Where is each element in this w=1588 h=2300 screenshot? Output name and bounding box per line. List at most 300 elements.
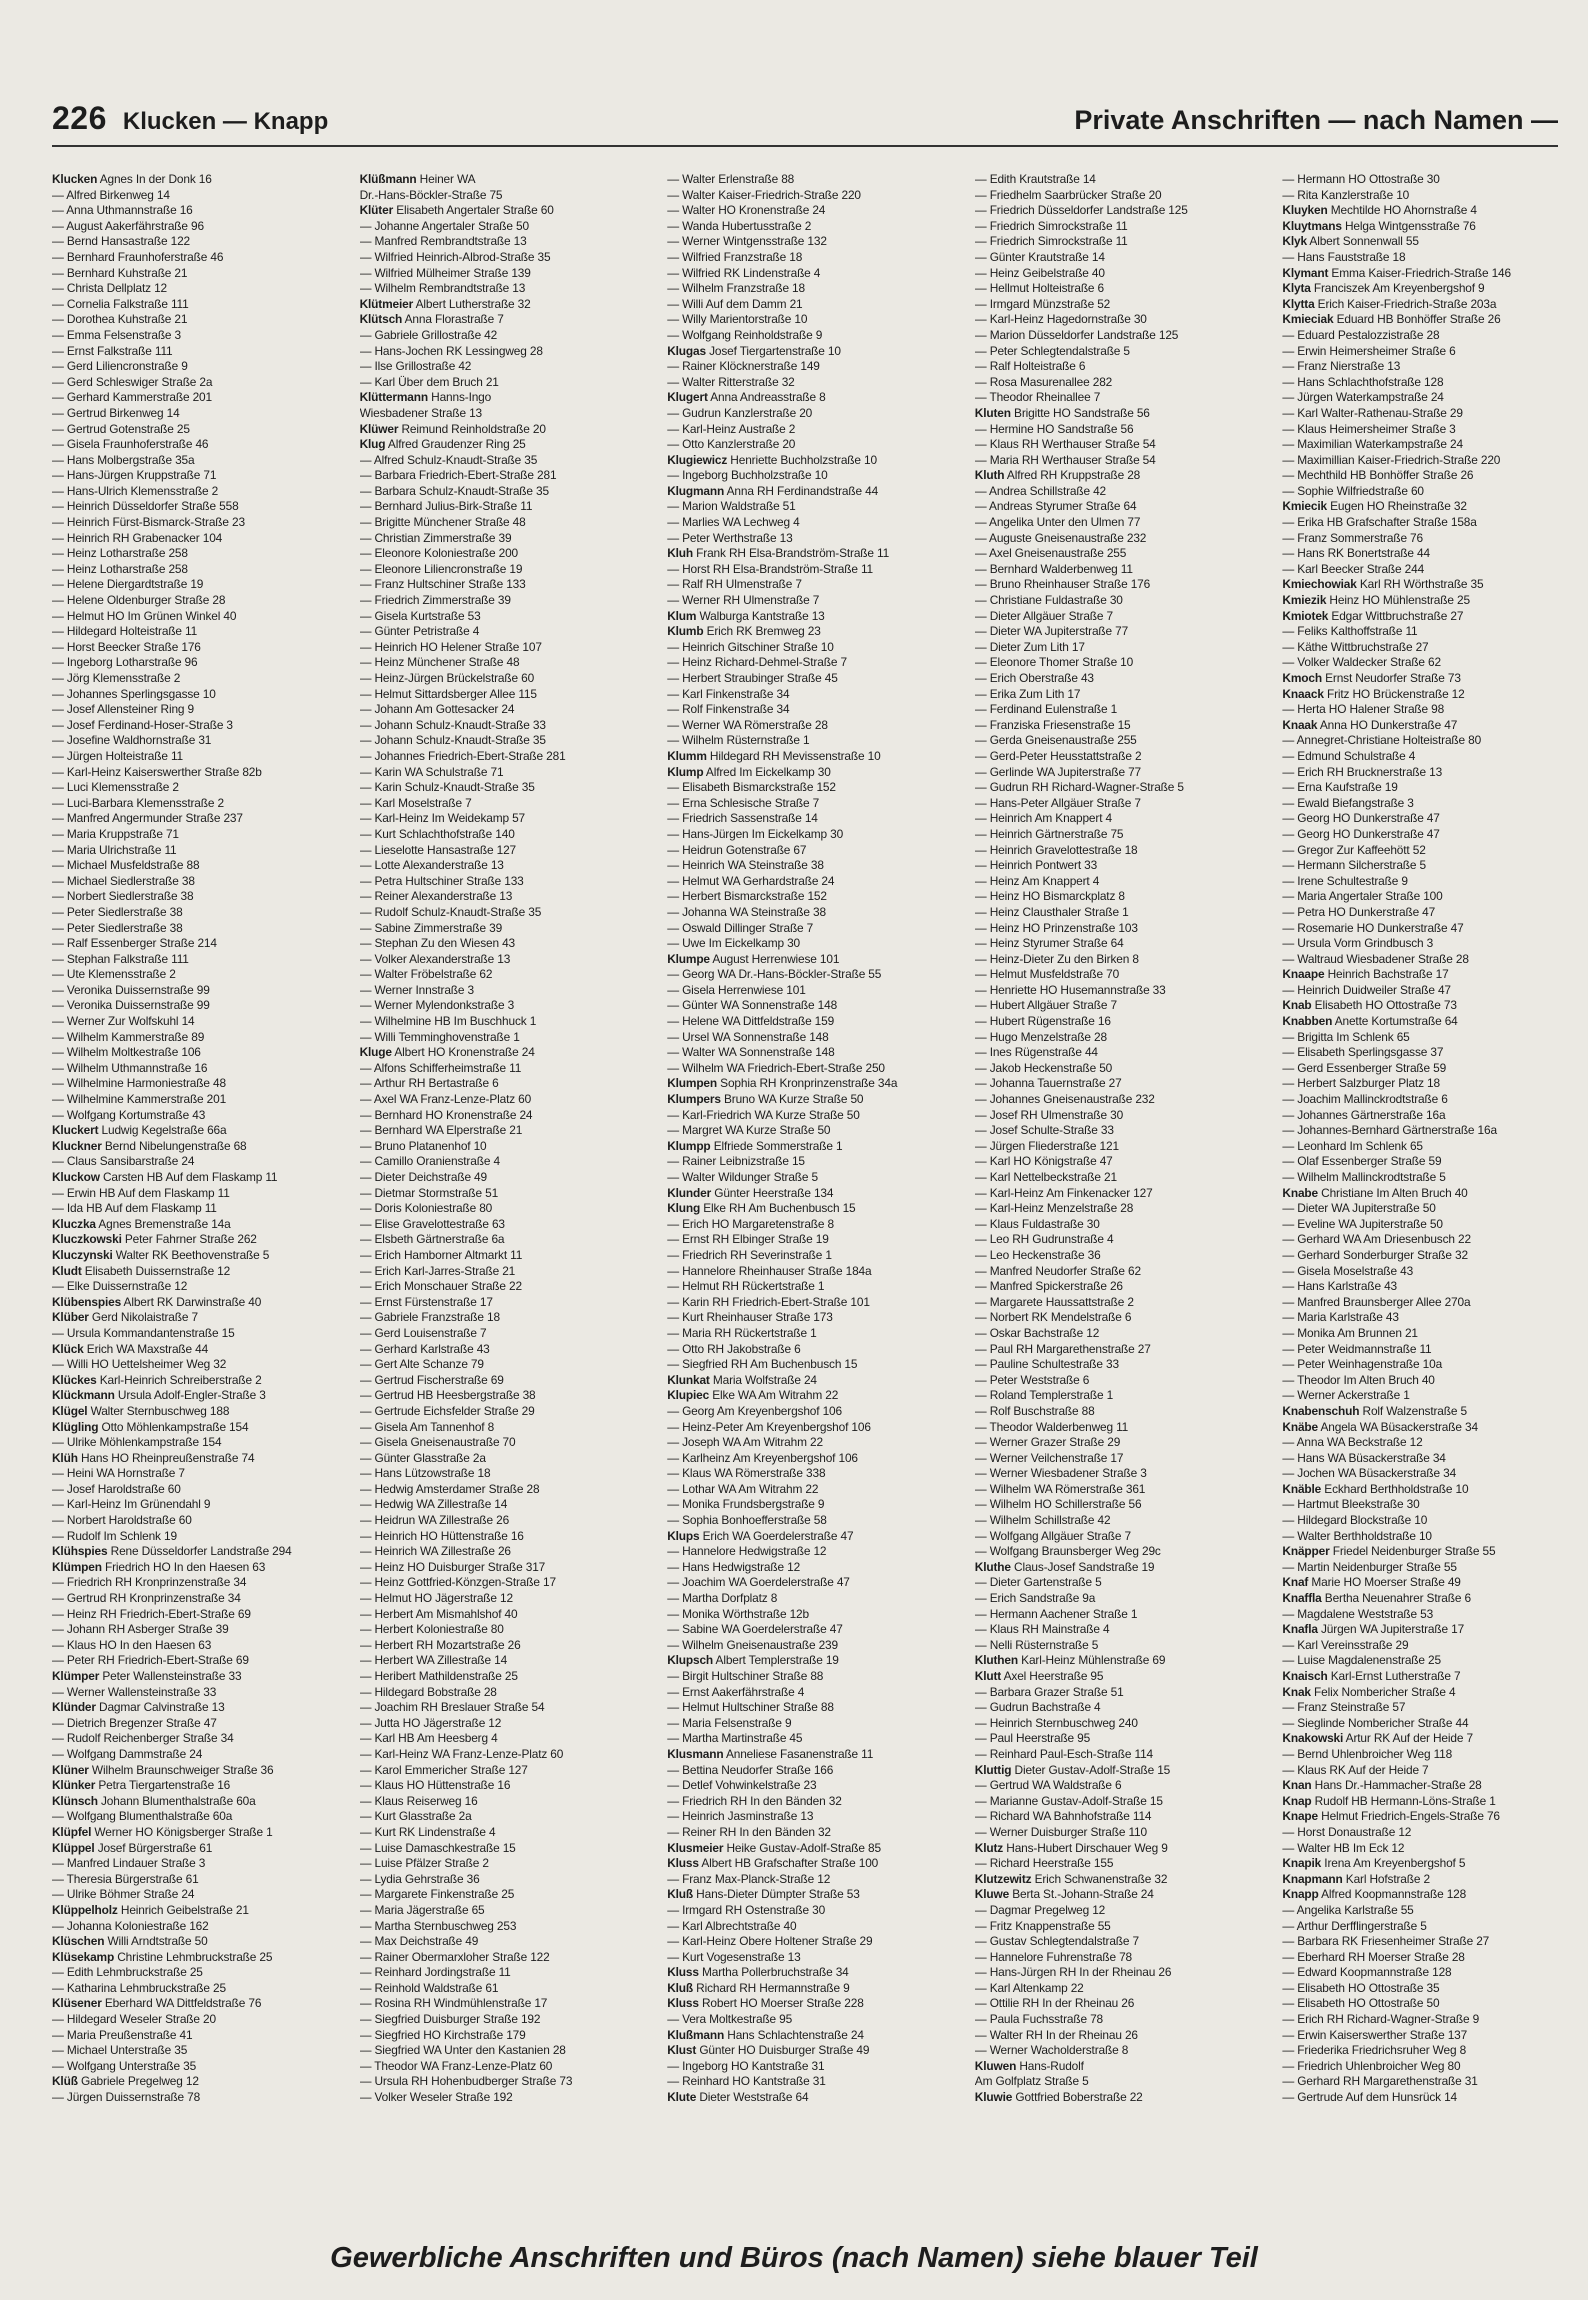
directory-entry bbox=[667, 1108, 953, 1124]
entry-text: — Rainer Klöcknerstraße 149 bbox=[667, 359, 820, 374]
entry-text: — Peter RH Friedrich-Ebert-Straße 69 bbox=[52, 1653, 249, 1668]
surname: Knak bbox=[1282, 1684, 1311, 1699]
entry-text: — Walter HO Kronenstraße 24 bbox=[667, 203, 826, 218]
directory-entry bbox=[1282, 843, 1568, 859]
entry-text: — Georg HO Dunkerstraße 47 bbox=[1282, 811, 1440, 826]
surname: Klusmann bbox=[667, 1746, 724, 1761]
directory-entry bbox=[360, 733, 646, 749]
directory-entry bbox=[360, 2090, 646, 2106]
surname-entry bbox=[1282, 266, 1568, 282]
entry-text: — Bernhard Julius-Birk-Straße 11 bbox=[359, 499, 533, 514]
directory-entry bbox=[360, 1310, 646, 1326]
entry-text: — Werner Zur Wolfskuhl 14 bbox=[52, 1014, 195, 1029]
entry-text: Walter RK Beethovenstraße 5 bbox=[112, 1247, 270, 1262]
directory-entry bbox=[360, 1887, 646, 1903]
surname-entry bbox=[1282, 297, 1568, 313]
surname: Klüttermann bbox=[359, 390, 428, 405]
entry-text: — Siegfried HO Kirchstraße 179 bbox=[359, 2027, 526, 2042]
directory-entry bbox=[52, 1685, 338, 1701]
directory-entry bbox=[360, 1903, 646, 1919]
entry-text: — Kurt Rheinhauser Straße 173 bbox=[667, 1310, 833, 1325]
entry-text: — Friedrich Sassenstraße 14 bbox=[667, 811, 818, 826]
column-2 bbox=[360, 172, 646, 2172]
directory-entry bbox=[360, 1747, 646, 1763]
directory-entry bbox=[1282, 1061, 1568, 1077]
entry-text: — Herbert Am Mismahlshof 40 bbox=[359, 1606, 518, 1621]
entry-text: — Friedrich RH In den Bänden 32 bbox=[667, 1793, 842, 1808]
entry-text: — Ewald Biefangstraße 3 bbox=[1282, 795, 1414, 810]
entry-text: — Wolfgang Unterstraße 35 bbox=[52, 2058, 197, 2073]
surname-entry bbox=[975, 1872, 1261, 1888]
entry-text: Irena Am Kreyenbergshof 5 bbox=[1321, 1856, 1466, 1871]
directory-entry bbox=[1282, 1513, 1568, 1529]
directory-entry bbox=[360, 1482, 646, 1498]
surname: Kluckow bbox=[52, 1170, 100, 1184]
entry-text: — Magdalene Weststraße 53 bbox=[1282, 1606, 1434, 1621]
directory-entry bbox=[360, 1653, 646, 1669]
directory-entry bbox=[360, 1232, 646, 1248]
column-5 bbox=[1282, 172, 1568, 2172]
entry-text: — Willi HO Uettelsheimer Weg 32 bbox=[52, 1357, 227, 1372]
surname-entry bbox=[1282, 1685, 1568, 1701]
entry-text: Carsten HB Auf dem Flaskamp 11 bbox=[99, 1170, 278, 1184]
entry-text: Gottfried Boberstraße 22 bbox=[1012, 2090, 1143, 2105]
entry-text: — Axel Gneisenaustraße 255 bbox=[974, 546, 1127, 561]
directory-entry bbox=[1282, 936, 1568, 952]
entry-text: — Gerd Schleswiger Straße 2a bbox=[52, 374, 213, 389]
directory-entry bbox=[975, 671, 1261, 687]
entry-text: — Hans Karlstraße 43 bbox=[1282, 1279, 1398, 1294]
surname-entry bbox=[667, 546, 953, 562]
directory-entry bbox=[360, 1934, 646, 1950]
entry-text: — Irmgard Münzstraße 52 bbox=[974, 296, 1111, 311]
entry-text: — Paul RH Margarethenstraße 27 bbox=[974, 1341, 1151, 1356]
directory-entry bbox=[1282, 1342, 1568, 1358]
directory-entry bbox=[975, 1794, 1261, 1810]
surname: Klüsener bbox=[52, 1996, 102, 2011]
entry-text: — Heinz Styrumer Straße 64 bbox=[974, 936, 1124, 951]
entry-text: — Erika Zum Lith 17 bbox=[974, 686, 1081, 701]
entry-text: — Martha Sternbuschweg 253 bbox=[359, 1918, 517, 1933]
directory-entry bbox=[52, 577, 338, 593]
surname-entry bbox=[1282, 687, 1568, 703]
directory-entry bbox=[975, 905, 1261, 921]
directory-entry bbox=[360, 250, 646, 266]
entry-text: — Heinrich Pontwert 33 bbox=[974, 858, 1098, 873]
directory-entry bbox=[360, 936, 646, 952]
entry-text: — Rudolf Im Schlenk 19 bbox=[52, 1528, 177, 1543]
entry-text: — Gertrude Eichsfelder Straße 29 bbox=[359, 1403, 535, 1418]
surname: Klüppelholz bbox=[52, 1902, 118, 1917]
directory-entry bbox=[667, 1295, 953, 1311]
entry-text: — Helene Oldenburger Straße 28 bbox=[52, 593, 226, 608]
surname-entry bbox=[52, 1123, 338, 1139]
directory-entry bbox=[52, 484, 338, 500]
entry-text: — Johannes Gneisenaustraße 232 bbox=[974, 1092, 1155, 1107]
surname-entry bbox=[667, 344, 953, 360]
entry-text: — Gisela Kurtstraße 53 bbox=[359, 608, 481, 623]
directory-entry bbox=[1282, 1217, 1568, 1233]
surname-entry bbox=[667, 1981, 953, 1997]
entry-text: — Johanne Angertaler Straße 50 bbox=[359, 218, 529, 233]
surname: Kluczynski bbox=[52, 1247, 113, 1262]
entry-text: — Stephan Zu den Wiesen 43 bbox=[359, 936, 515, 951]
directory-entry bbox=[52, 1279, 338, 1295]
surname-entry bbox=[1282, 1544, 1568, 1560]
directory-entry bbox=[1282, 1747, 1568, 1763]
directory-entry bbox=[975, 453, 1261, 469]
directory-entry bbox=[1282, 1045, 1568, 1061]
surname: Klüßmann bbox=[359, 172, 417, 186]
entry-text: — Jakob Heckenstraße 50 bbox=[974, 1060, 1113, 1075]
entry-text: — Wilhelm Mallinckrodtstraße 5 bbox=[1282, 1170, 1446, 1184]
entry-text: — Karl-Heinz WA Franz-Lenze-Platz 60 bbox=[359, 1746, 564, 1761]
entry-text: — Eleonore Liliencronstraße 19 bbox=[359, 561, 523, 576]
directory-entry bbox=[360, 1186, 646, 1202]
directory-entry bbox=[1282, 2043, 1568, 2059]
directory-entry bbox=[52, 1872, 338, 1888]
directory-entry bbox=[52, 1030, 338, 1046]
directory-entry bbox=[975, 484, 1261, 500]
entry-text: — Petra HO Dunkerstraße 47 bbox=[1282, 904, 1436, 919]
entry-text: Eduard HB Bonhöffer Straße 26 bbox=[1333, 312, 1501, 327]
surname-entry bbox=[360, 437, 646, 453]
entry-text: — Dorothea Kuhstraße 21 bbox=[52, 312, 188, 327]
entry-text: — Veronika Duissernstraße 99 bbox=[52, 998, 210, 1013]
directory-entry bbox=[52, 1108, 338, 1124]
directory-entry bbox=[975, 1248, 1261, 1264]
directory-entry bbox=[1282, 1466, 1568, 1482]
surname-entry bbox=[1282, 1591, 1568, 1607]
entry-text: — Hans Fauststraße 18 bbox=[1282, 249, 1406, 264]
entry-text: — Karl HB Am Heesberg 4 bbox=[359, 1731, 498, 1746]
directory-entry bbox=[975, 1809, 1261, 1825]
surname: Kmiecik bbox=[1282, 499, 1327, 514]
entry-text: — Jürgen Holteistraße 11 bbox=[52, 748, 183, 763]
directory-entry bbox=[1282, 640, 1568, 656]
directory-entry bbox=[360, 780, 646, 796]
surname: Knaape bbox=[1282, 967, 1325, 982]
directory-entry bbox=[360, 1497, 646, 1513]
directory-entry bbox=[1282, 1950, 1568, 1966]
entry-text: Werner HO Königsberger Straße 1 bbox=[91, 1824, 273, 1839]
entry-text: — Gertrud RH Kronprinzenstraße 34 bbox=[52, 1591, 241, 1606]
entry-text: — Manfred Lindauer Straße 3 bbox=[52, 1856, 206, 1871]
entry-text: — Ernst Aakerfährstraße 4 bbox=[667, 1684, 805, 1699]
surname: Kmiezik bbox=[1282, 593, 1327, 608]
directory-entry bbox=[1282, 780, 1568, 796]
directory-entry bbox=[52, 1201, 338, 1217]
directory-entry bbox=[975, 765, 1261, 781]
directory-entry bbox=[975, 1045, 1261, 1061]
entry-text: — Wolfgang Kortumstraße 43 bbox=[52, 1107, 206, 1122]
entry-text: — Hans RK Bonertstraße 44 bbox=[1282, 546, 1430, 561]
entry-text: — Lydia Gehrstraße 36 bbox=[359, 1871, 480, 1886]
directory-entry bbox=[975, 1435, 1261, 1451]
entry-text: Walburga Kantstraße 13 bbox=[696, 608, 825, 623]
directory-entry bbox=[975, 811, 1261, 827]
directory-entry bbox=[1282, 1653, 1568, 1669]
directory-entry bbox=[52, 2090, 338, 2106]
entry-text: Erich WA Maxstraße 44 bbox=[83, 1341, 209, 1356]
directory-entry bbox=[1282, 1264, 1568, 1280]
surname-entry bbox=[667, 1186, 953, 1202]
directory-entry bbox=[1282, 515, 1568, 531]
entry-text: Helga Wintgensstraße 76 bbox=[1341, 218, 1476, 233]
directory-entry bbox=[360, 1638, 646, 1654]
entry-text: — Karl HO Königstraße 47 bbox=[974, 1154, 1113, 1169]
entry-text: — Josefine Waldhornstraße 31 bbox=[52, 733, 212, 748]
entry-text: — Arthur Derfflingerstraße 5 bbox=[1282, 1918, 1427, 1933]
directory-entry bbox=[667, 1466, 953, 1482]
directory-entry bbox=[975, 733, 1261, 749]
directory-entry bbox=[1282, 1248, 1568, 1264]
entry-text: — Karin Schulz-Knaudt-Straße 35 bbox=[359, 780, 535, 795]
entry-text: — Wilhelm Gneisenaustraße 239 bbox=[667, 1637, 838, 1652]
entry-text: — Walter Wildunger Straße 5 bbox=[667, 1170, 818, 1184]
entry-text: — Joachim RH Breslauer Straße 54 bbox=[359, 1700, 545, 1715]
surname-entry bbox=[975, 406, 1261, 422]
entry-text: — Franz Nierstraße 13 bbox=[1282, 359, 1401, 374]
directory-entry bbox=[52, 359, 338, 375]
entry-text: Hildegard RH Mevissenstraße 10 bbox=[706, 748, 881, 763]
entry-text: — Detlef Vohwinkelstraße 23 bbox=[667, 1778, 817, 1793]
surname: Klütmeier bbox=[359, 296, 414, 311]
entry-text: — Werner RH Ulmenstraße 7 bbox=[667, 593, 820, 608]
directory-entry bbox=[360, 1420, 646, 1436]
directory-entry bbox=[975, 1513, 1261, 1529]
entry-text: — Vera Moltkestraße 95 bbox=[667, 2012, 793, 2027]
directory-entry bbox=[667, 1030, 953, 1046]
directory-entry bbox=[360, 843, 646, 859]
surname: Klüner bbox=[52, 1762, 89, 1777]
entry-text: — Herbert WA Zillestraße 14 bbox=[359, 1653, 508, 1668]
surname-entry bbox=[1282, 593, 1568, 609]
entry-text: — Heinz Gottfried-Könzgen-Straße 17 bbox=[359, 1575, 556, 1590]
entry-text: — Maria Felsenstraße 9 bbox=[667, 1715, 792, 1730]
entry-text: — Norbert RK Mendelstraße 6 bbox=[974, 1310, 1132, 1325]
directory-entry bbox=[52, 983, 338, 999]
directory-entry bbox=[667, 1404, 953, 1420]
surname-entry bbox=[667, 453, 953, 469]
entry-text: — Herbert Bismarckstraße 152 bbox=[667, 889, 827, 904]
entry-text: Karl RH Wörthstraße 35 bbox=[1356, 577, 1484, 592]
entry-text: — Barbara Grazer Straße 51 bbox=[974, 1684, 1124, 1699]
directory-entry bbox=[360, 344, 646, 360]
entry-text: — Christian Zimmerstraße 39 bbox=[359, 530, 512, 545]
directory-entry bbox=[360, 749, 646, 765]
surname: Klüsekamp bbox=[52, 1949, 115, 1964]
entry-text: — Walter Kaiser-Friedrich-Straße 220 bbox=[667, 187, 861, 202]
entry-text: — Klaus HO In den Haesen 63 bbox=[52, 1637, 212, 1652]
entry-text: — Karl Moselstraße 7 bbox=[359, 795, 472, 810]
entry-text: — Friedrich Zimmerstraße 39 bbox=[359, 593, 511, 608]
entry-text: — Heinz Clausthaler Straße 1 bbox=[974, 904, 1129, 919]
entry-text: Bertha Neuenahrer Straße 6 bbox=[1321, 1591, 1471, 1606]
entry-text: — Elisabeth Sperlingsgasse 37 bbox=[1282, 1045, 1444, 1060]
directory-entry bbox=[1282, 827, 1568, 843]
entry-text: — Monika Frundsbergstraße 9 bbox=[667, 1497, 825, 1512]
directory-entry bbox=[667, 562, 953, 578]
surname: Klückmann bbox=[52, 1388, 115, 1403]
directory-entry bbox=[975, 1217, 1261, 1233]
surname-entry bbox=[52, 1310, 338, 1326]
entry-text: Karl-Heinrich Schreiberstraße 2 bbox=[96, 1372, 262, 1387]
directory-entry bbox=[667, 1482, 953, 1498]
entry-text: Albert HB Grafschafter Straße 100 bbox=[698, 1856, 879, 1871]
entry-text: Hans HO Rheinpreußenstraße 74 bbox=[77, 1450, 255, 1465]
surname: Klupiec bbox=[667, 1388, 710, 1403]
entry-text: — Günter Krautstraße 14 bbox=[974, 249, 1105, 264]
directory-entry bbox=[52, 624, 338, 640]
entry-text: — Fritz Knappenstraße 55 bbox=[974, 1918, 1111, 1933]
entry-text: Anna Andreasstraße 8 bbox=[707, 390, 826, 405]
directory-entry bbox=[52, 640, 338, 656]
entry-text: — Rosemarie HO Dunkerstraße 47 bbox=[1282, 920, 1464, 935]
entry-text: — Gisela Moselstraße 43 bbox=[1282, 1263, 1414, 1278]
directory-entry bbox=[52, 936, 338, 952]
entry-text: — Erich Monschauer Straße 22 bbox=[359, 1279, 522, 1294]
surname-entry bbox=[52, 1217, 338, 1233]
entry-text: Hanns-Ingo bbox=[427, 390, 492, 405]
entry-text: — Lieselotte Hansastraße 127 bbox=[359, 842, 517, 857]
entry-text: — Karl Albrechtstraße 40 bbox=[667, 1918, 797, 1933]
entry-text: — Leo RH Gudrunstraße 4 bbox=[974, 1232, 1114, 1247]
surname-entry bbox=[667, 1856, 953, 1872]
directory-entry bbox=[360, 1763, 646, 1779]
directory-entry bbox=[360, 687, 646, 703]
surname: Klumpen bbox=[667, 1076, 718, 1091]
entry-text: — Sophia Bonhoefferstraße 58 bbox=[667, 1513, 827, 1528]
entry-text: Ernst Neudorfer Straße 73 bbox=[1321, 671, 1461, 685]
surname: Knap bbox=[1282, 1793, 1312, 1808]
entry-text: — Ottilie RH In der Rheinau 26 bbox=[974, 1996, 1135, 2011]
surname-entry bbox=[1282, 499, 1568, 515]
entry-text: — Karl Finkenstraße 34 bbox=[667, 686, 790, 701]
entry-text: — Josef Ferdinand-Hoser-Straße 3 bbox=[52, 717, 233, 732]
directory-entry bbox=[975, 1404, 1261, 1420]
surname-entry bbox=[52, 1420, 338, 1436]
entry-text: — Werner Ackerstraße 1 bbox=[1282, 1388, 1410, 1403]
entry-text: — Brigitta Im Schlenk 65 bbox=[1282, 1029, 1410, 1044]
entry-text: — Margarete Finkenstraße 25 bbox=[359, 1887, 515, 1902]
entry-text: — Willi Temminghovenstraße 1 bbox=[359, 1029, 520, 1044]
entry-text: — Edith Krautstraße 14 bbox=[974, 172, 1096, 186]
column-3 bbox=[667, 172, 953, 2172]
directory-entry bbox=[975, 1685, 1261, 1701]
entry-text: — Karl-Heinz Im Grünendahl 9 bbox=[52, 1497, 211, 1512]
entry-text: — Heinrich Jasminstraße 13 bbox=[667, 1809, 814, 1824]
directory-entry bbox=[1282, 406, 1568, 422]
entry-text: — Gustav Schlegtendalstraße 7 bbox=[974, 1934, 1139, 1949]
entry-text: — Wilhelm WA Römerstraße 361 bbox=[974, 1481, 1146, 1496]
entry-text: — Joachim Mallinckrodtstraße 6 bbox=[1282, 1092, 1448, 1107]
entry-text: Rudolf HB Hermann-Löns-Straße 1 bbox=[1311, 1793, 1496, 1808]
directory-entry bbox=[360, 1794, 646, 1810]
directory-entry bbox=[1282, 2028, 1568, 2044]
surname: Kluth bbox=[974, 468, 1005, 483]
entry-text: — Hans-Jürgen Im Eickelkamp 30 bbox=[667, 826, 844, 841]
entry-text: — Klaus RH Werthauser Straße 54 bbox=[974, 437, 1156, 452]
directory-entry bbox=[1282, 1763, 1568, 1779]
entry-text: — Rosina RH Windmühlenstraße 17 bbox=[359, 1996, 548, 2011]
entry-text: Axel Heerstraße 95 bbox=[1001, 1669, 1104, 1683]
directory-entry bbox=[52, 921, 338, 937]
directory-entry bbox=[975, 328, 1261, 344]
entry-text: — Auguste Gneisenaustraße 232 bbox=[974, 530, 1147, 545]
directory-entry bbox=[1282, 1981, 1568, 1997]
surname: Knaffla bbox=[1282, 1591, 1322, 1606]
directory-entry bbox=[360, 1560, 646, 1576]
surname: Klunder bbox=[667, 1185, 712, 1200]
directory-entry bbox=[360, 266, 646, 282]
directory-entry bbox=[975, 437, 1261, 453]
directory-entry bbox=[1282, 1326, 1568, 1342]
directory-entry bbox=[1282, 1435, 1568, 1451]
entry-text: — Erwin HB Auf dem Flaskamp 11 bbox=[52, 1185, 230, 1200]
entry-text: Helmut Friedrich-Engels-Straße 76 bbox=[1317, 1809, 1500, 1824]
surname-entry bbox=[667, 1076, 953, 1092]
entry-text: — Georg HO Dunkerstraße 47 bbox=[1282, 826, 1440, 841]
entry-text: — Sophie Wilfriedstraße 60 bbox=[1282, 483, 1424, 498]
entry-text: — Willi Auf dem Damm 21 bbox=[667, 296, 803, 311]
directory-entry bbox=[975, 952, 1261, 968]
directory-entry bbox=[975, 936, 1261, 952]
entry-text: — Erich HO Margaretenstraße 8 bbox=[667, 1216, 834, 1231]
surname: Klückes bbox=[52, 1372, 97, 1387]
entry-text: — Michael Siedlerstraße 38 bbox=[52, 873, 195, 888]
entry-text: Johann Blumenthalstraße 60a bbox=[97, 1793, 256, 1808]
directory-entry bbox=[360, 1575, 646, 1591]
directory-entry bbox=[52, 188, 338, 204]
directory-entry bbox=[975, 422, 1261, 438]
directory-entry bbox=[667, 577, 953, 593]
directory-entry bbox=[52, 796, 338, 812]
entry-text: — Bruno Platanenhof 10 bbox=[359, 1138, 487, 1153]
directory-entry bbox=[667, 1435, 953, 1451]
entry-text: — Rudolf Schulz-Knaudt-Straße 35 bbox=[359, 904, 542, 919]
entry-text: — Gisela Fraunhoferstraße 46 bbox=[52, 437, 209, 452]
entry-text: Hans-Hubert Dirschauer Weg 9 bbox=[1003, 1840, 1168, 1855]
directory-entry bbox=[667, 936, 953, 952]
directory-entry bbox=[1282, 874, 1568, 890]
directory-entry bbox=[975, 266, 1261, 282]
directory-entry bbox=[667, 2074, 953, 2090]
directory-entry bbox=[360, 468, 646, 484]
directory-entry bbox=[975, 1264, 1261, 1280]
entry-text: Ludwig Kegelstraße 66a bbox=[98, 1123, 227, 1138]
entry-text: — Ingeborg Lotharstraße 96 bbox=[52, 655, 198, 670]
entry-text: — Reinhold Waldstraße 61 bbox=[359, 1980, 499, 1995]
directory-entry bbox=[975, 1108, 1261, 1124]
entry-text: — Franz Max-Planck-Straße 12 bbox=[667, 1871, 831, 1886]
surname: Knapmann bbox=[1282, 1871, 1343, 1886]
entry-text: — Reinhard Jordingstraße 11 bbox=[359, 1965, 511, 1980]
entry-text: — Edward Koopmannstraße 128 bbox=[1282, 1965, 1452, 1980]
entry-text: Franciszek Am Kreyenbergshof 9 bbox=[1310, 281, 1485, 296]
entry-text: — Joseph WA Am Witrahm 22 bbox=[667, 1435, 823, 1450]
directory-entry bbox=[360, 1591, 646, 1607]
entry-text: — Heinz HO Prinzenstraße 103 bbox=[974, 920, 1138, 935]
directory-entry bbox=[667, 905, 953, 921]
entry-text: — Wanda Hubertusstraße 2 bbox=[667, 218, 812, 233]
surname-entry bbox=[975, 1763, 1261, 1779]
entry-text: — Werner Veilchenstraße 17 bbox=[974, 1450, 1124, 1465]
directory-entry bbox=[1282, 733, 1568, 749]
entry-text: — Günter Glasstraße 2a bbox=[359, 1450, 486, 1465]
directory-entry bbox=[1282, 1076, 1568, 1092]
directory-entry bbox=[360, 1108, 646, 1124]
